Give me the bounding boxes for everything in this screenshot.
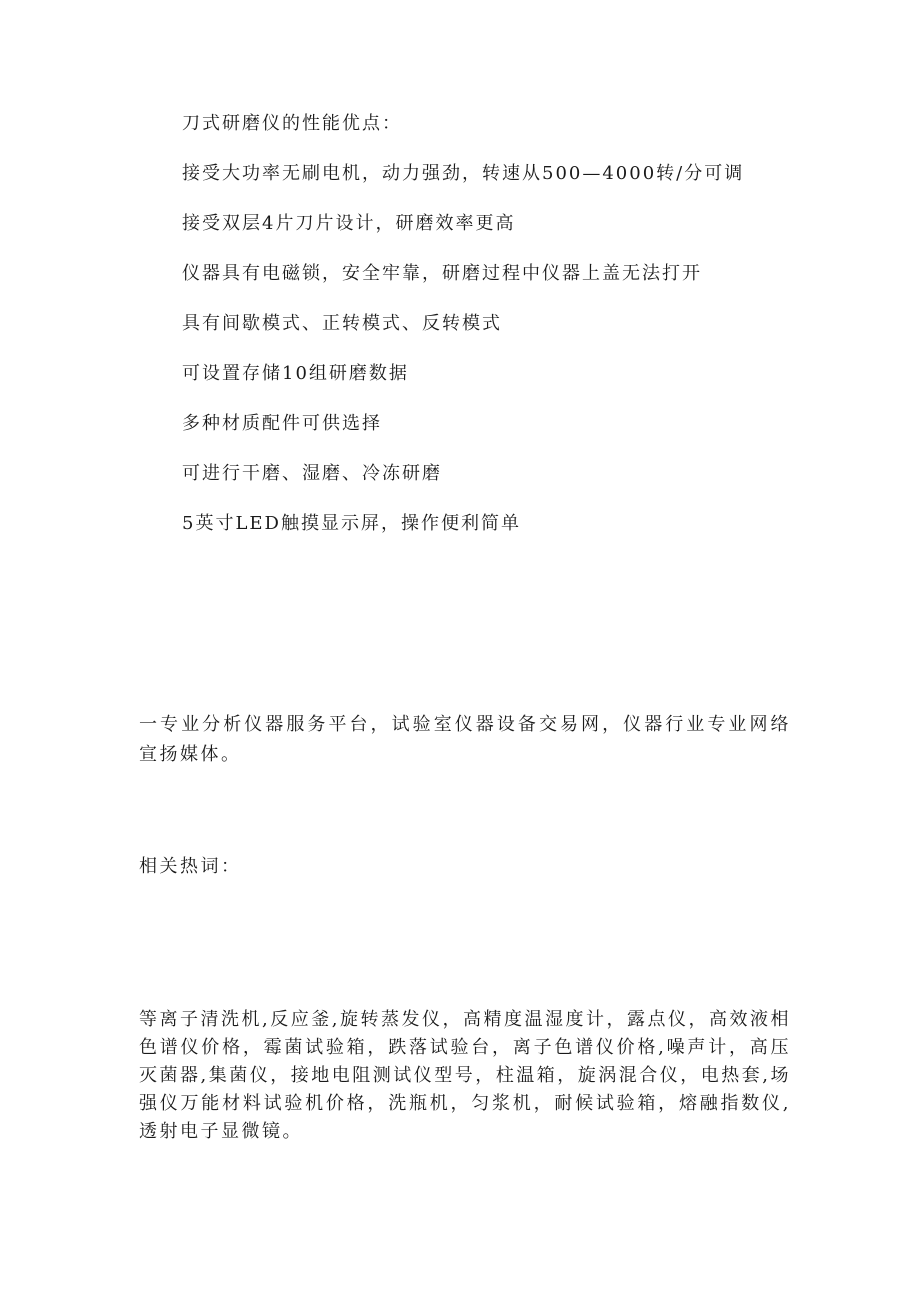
related-keywords-label: 相关热词： — [139, 856, 242, 877]
feature-item: 接受双层4片刀片设计，研磨效率更高 — [182, 213, 516, 234]
feature-item: 接受大功率无刷电机，动力强劲，转速从500—4000转/分可调 — [182, 163, 745, 184]
feature-item: 多种材质配件可供选择 — [182, 413, 382, 434]
features-heading: 刀式研磨仪的性能优点： — [182, 113, 402, 134]
related-keywords-text: 等离子清洗机,反应釜,旋转蒸发仪，高精度温湿度计，露点仪，高效液相色谱仪价格，霉菌试验箱，跌落试验台，离子色谱仪价格,噪声计，高压灭菌器,集菌仪，接地电阻测试仪型号，柱温箱，旋涡混合仪，电热套,场强仪万能材料试验机价格，洗瓶机，匀浆机，耐候试验箱，熔融指数仪,透射电子显微镜。 — [139, 1009, 791, 1142]
feature-item: 可进行干磨、湿磨、冷冻研磨 — [182, 463, 442, 484]
feature-item: 具有间歇模式、正转模式、反转模式 — [182, 313, 502, 334]
feature-item: 仪器具有电磁锁，安全牢靠，研磨过程中仪器上盖无法打开 — [182, 263, 702, 284]
feature-item: 5英寸LED触摸显示屏，操作便利简单 — [182, 513, 521, 534]
platform-description: 一专业分析仪器服务平台，试验室仪器设备交易网，仪器行业专业网络宣扬媒体。 — [139, 714, 791, 765]
feature-item: 可设置存储10组研磨数据 — [182, 363, 409, 384]
